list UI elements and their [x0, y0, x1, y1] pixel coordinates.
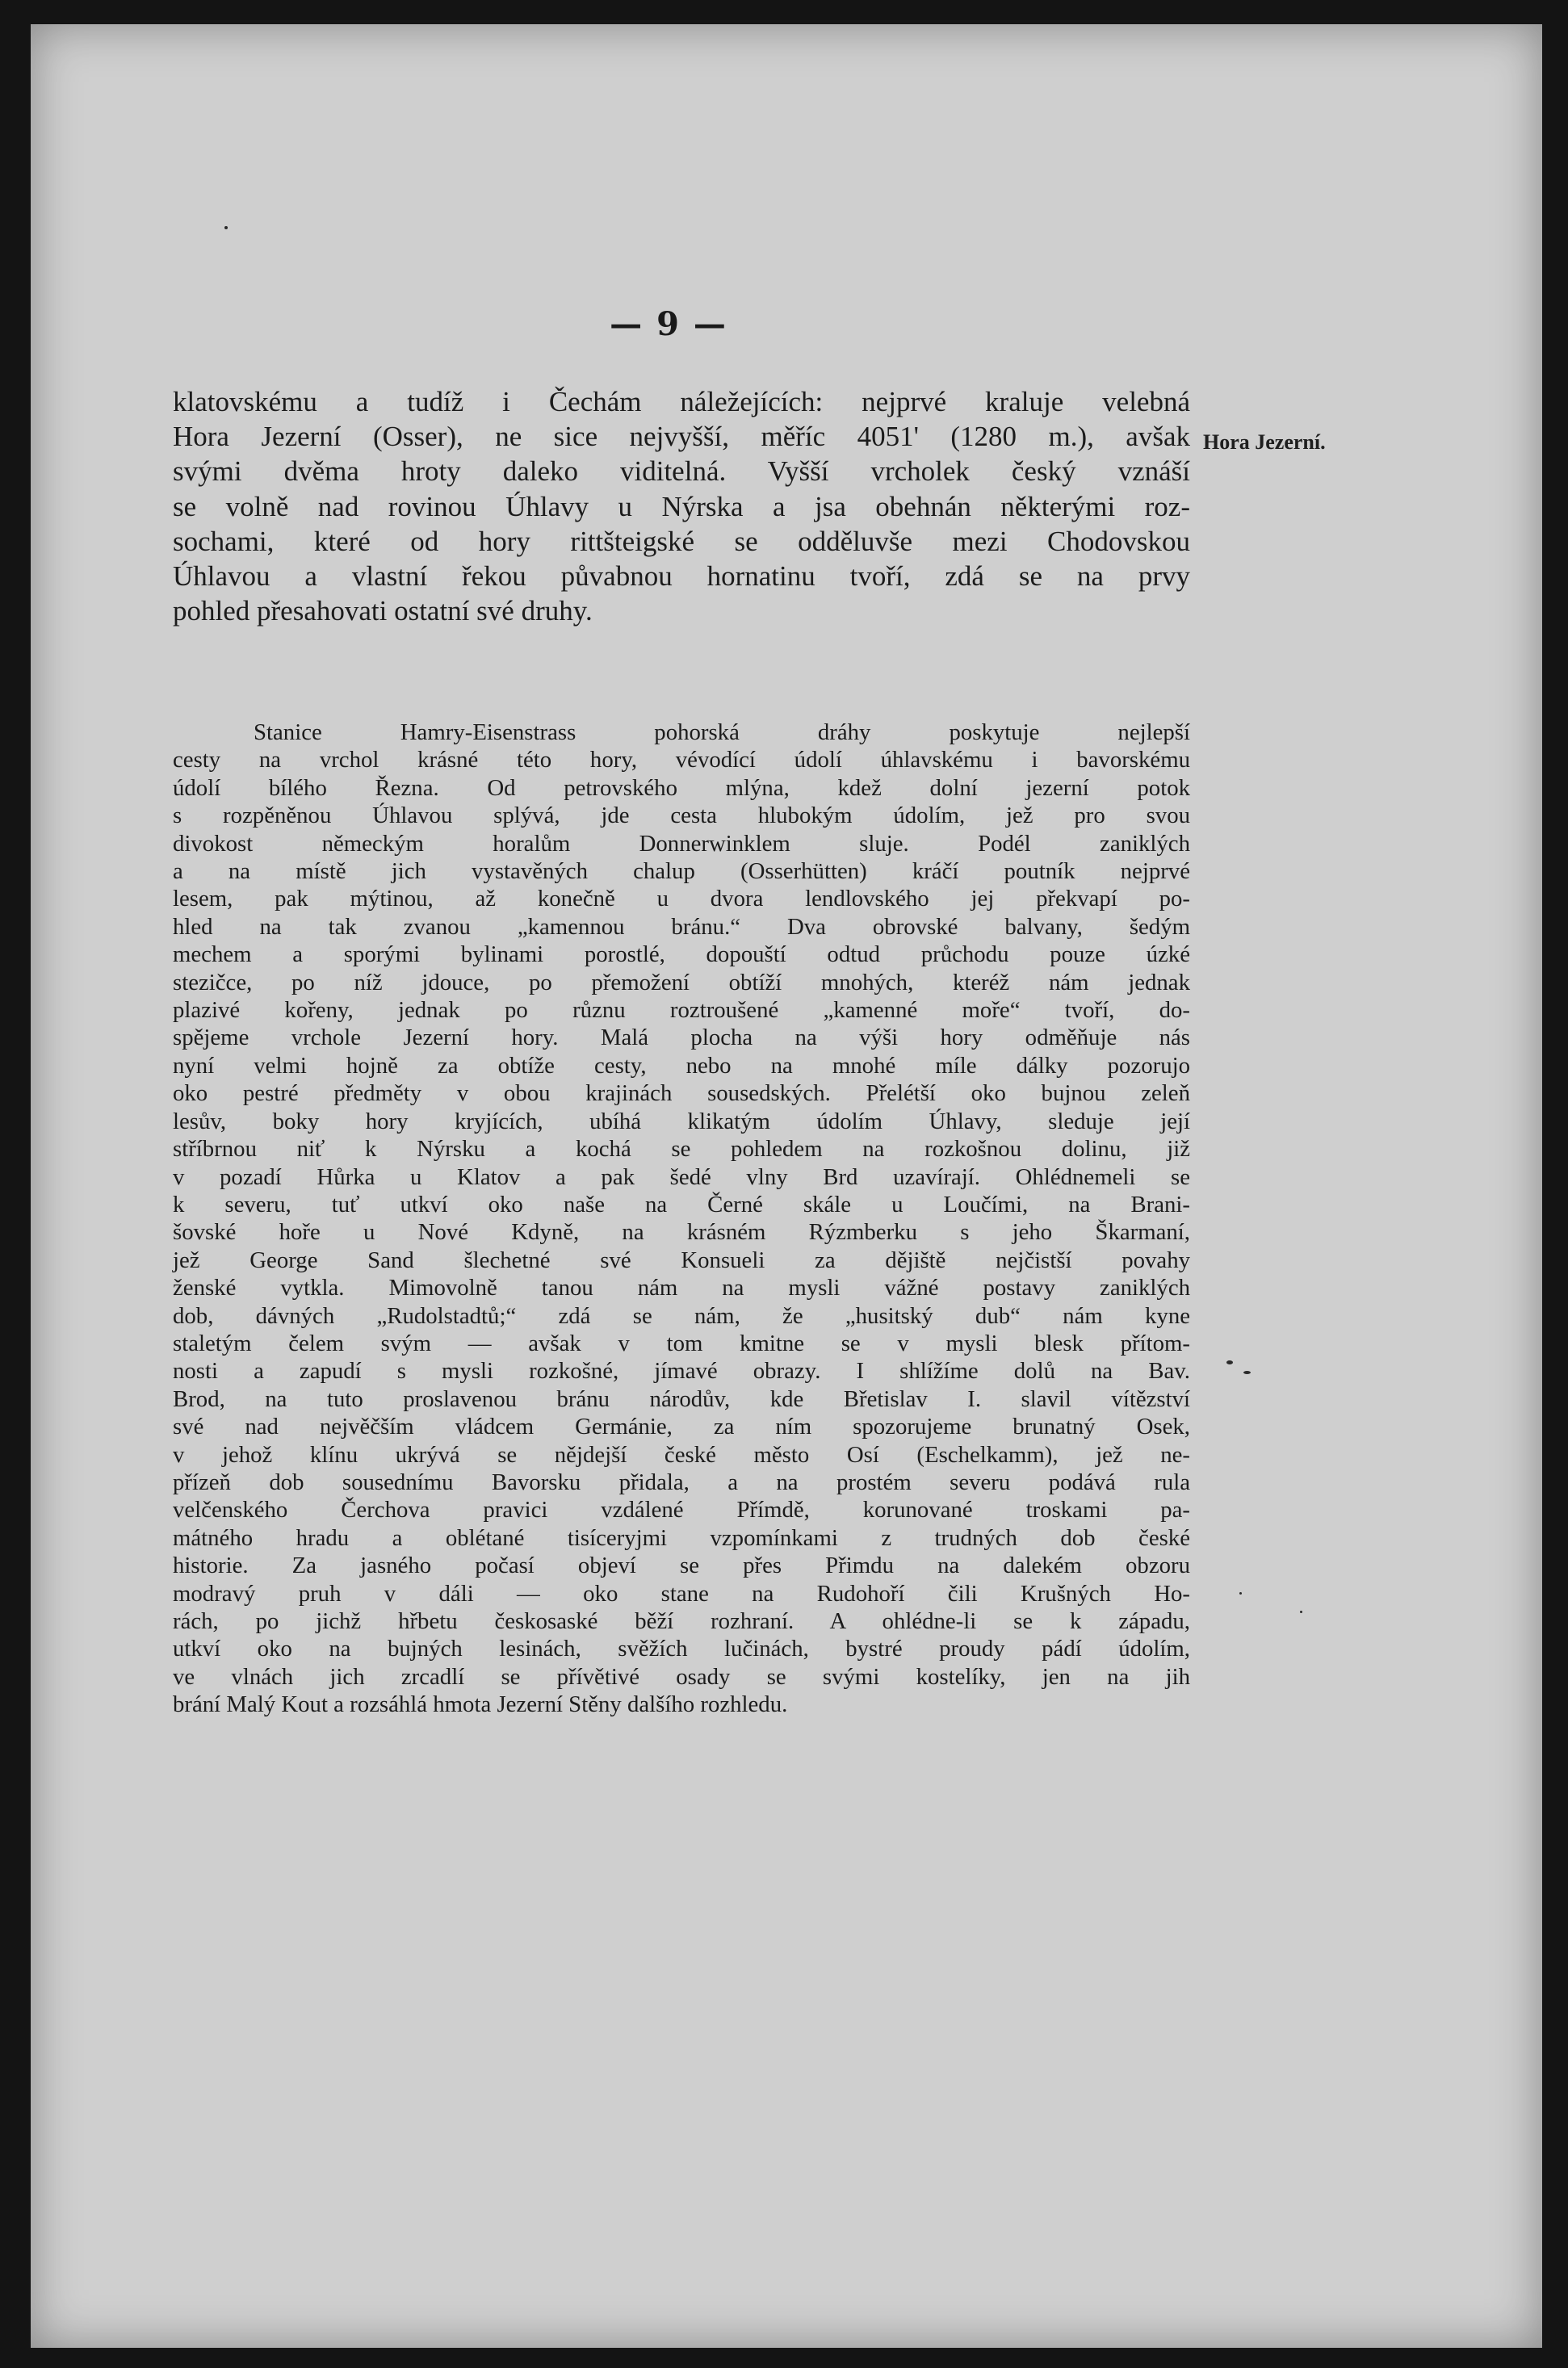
text-line: Stanice Hamry-Eisenstrass pohorská dráhy poskytuje nejlepší [254, 719, 1190, 745]
text-line: hled na tak zvanou „kamennou bránu.“ Dva obrovské balvany, šedým [173, 913, 1190, 940]
text-line: Úhlavou a vlastní řekou půvabnou hornatinu tvoří, zdá se na prvy [173, 560, 1190, 593]
text-line: klatovskému a tudíž i Čechám náležejících: nejprvé kraluje velebná [173, 386, 1190, 417]
text-line: spějeme vrchole Jezerní hory. Malá plocha na výši hory odměňuje nás [173, 1025, 1190, 1051]
text-line: stříbrnou niť k Nýrsku a kochá se pohledem na rozkošnou dolinu, již [173, 1136, 1190, 1163]
text-line: mátného hradu a oblétané tisíceryjmi vzpomínkami z trudných dob české [173, 1524, 1190, 1551]
text-line: historie. Za jasného počasí objeví se přes Přimdu na dalekém obzoru [173, 1553, 1190, 1579]
text-line: Hora Jezerní (Osser), ne sice nejvyšší, měříc 4051' (1280 m.), avšak [173, 421, 1190, 453]
text-line: ve vlnách jich zrcadlí se přívětivé osady se svými kostelíky, jen na jih [173, 1663, 1190, 1690]
text-line: přízeň dob sousednímu Bavorsku přidala, a na prostém severu podává rula [173, 1469, 1190, 1495]
text-line: plazivé kořeny, jednak po různu roztroušené „kamenné moře“ tvoří, do- [173, 997, 1190, 1024]
paragraph-2 [173, 719, 1190, 1719]
text-line: se volně nad rovinou Úhlavy u Nýrska a jsa obehnán některými roz- [173, 490, 1190, 522]
text-line: brání Malý Kout a rozsáhlá hmota Jezerní Stěny dalšího rozhledu. [173, 1691, 788, 1718]
scan-speck [1300, 1611, 1302, 1613]
text-line: divokost německým horalům Donnerwinklem sluje. Podél zaniklých [173, 830, 1190, 857]
scan-speck [1243, 1371, 1251, 1374]
text-line: lesův, boky hory kryjících, ubíhá klikatým údolím Úhlavy, sleduje její [173, 1108, 1190, 1134]
margin-note: Hora Jezerní. [1203, 430, 1326, 454]
text-line: oko pestré předměty v obou krajinách sousedských. Přelétší oko bujnou zeleň [173, 1080, 1190, 1107]
text-line: v jehož klínu ukrývá se nějdejší české město Osí (Eschelkamm), jež ne- [173, 1441, 1190, 1468]
text-line: svými dvěma hroty daleko viditelná. Vyšší vrcholek český vznáší [173, 455, 1190, 488]
text-line: sochami, které od hory rittšteigské se odděluvše mezi Chodovskou [173, 525, 1190, 557]
scanned-page [31, 24, 1542, 2348]
text-line: lesem, pak mýtinou, až konečně u dvora lendlovského jej překvapí po- [173, 886, 1190, 912]
text-line: dob, dávných „Rudolstadtů;“ zdá se nám, že „husitský dub“ nám kyne [173, 1302, 1190, 1329]
scan-speck [224, 226, 228, 229]
text-line: své nad nejvěčším vládcem Germánie, za ním spozorujeme brunatný Osek, [173, 1414, 1190, 1440]
text-line: utkví oko na bujných lesinách, svěžích lučinách, bystré proudy pádí údolím, [173, 1636, 1190, 1662]
text-line: nosti a zapudí s mysli rozkošné, jímavé obrazy. I shlížíme dolů na Bav. [173, 1358, 1190, 1385]
page-number: — 9 — [610, 305, 727, 343]
text-line: v pozadí Hůrka u Klatov a pak šedé vlny Brd uzavírají. Ohlédnemeli se [173, 1163, 1190, 1190]
text-line: staletým čelem svým — avšak v tom kmitne se v mysli blesk přítom- [173, 1330, 1190, 1356]
paragraph-1 [173, 384, 1190, 628]
text-line: šovské hoře u Nové Kdyně, na krásném Rýzmberku s jeho Škarmaní, [173, 1219, 1190, 1246]
scan-speck [1239, 1592, 1242, 1595]
text-line: a na místě jich vystavěných chalup (Osserhütten) kráčí poutník nejprvé [173, 858, 1190, 885]
text-line: s rozpěněnou Úhlavou splývá, jde cesta hlubokým údolím, jež pro svou [173, 803, 1190, 829]
text-line: pohled přesahovati ostatní své druhy. [173, 595, 593, 627]
text-line: mechem a sporými bylinami porostlé, dopouští odtud průchodu pouze úzké [173, 941, 1190, 968]
text-line: stezičce, po níž jdouce, po přemožení obtíží mnohých, kteréž nám jednak [173, 969, 1190, 995]
text-line: rách, po jichž hřbetu českosaské běží rozhraní. A ohlédne-li se k západu, [173, 1608, 1190, 1634]
text-line: modravý pruh v dáli — oko stane na Rudohoří čili Krušných Ho- [173, 1580, 1190, 1607]
text-line: ženské vytkla. Mimovolně tanou nám na mysli vážné postavy zaniklých [173, 1275, 1190, 1301]
text-line: nyní velmi hojně za obtíže cesty, nebo na mnohé míle dálky pozorujo [173, 1052, 1190, 1079]
text-line: k severu, tuť utkví oko naše na Černé skále u Loučími, na Brani- [173, 1191, 1190, 1218]
scan-speck [1226, 1360, 1233, 1364]
text-line: Brod, na tuto proslavenou bránu národův, kde Břetislav I. slavil vítězství [173, 1385, 1190, 1412]
text-line: jež George Sand šlechetné své Konsueli za dějiště nejčistší povahy [173, 1247, 1190, 1273]
text-line: údolí bílého Řezna. Od petrovského mlýna, kdež dolní jezerní potok [173, 774, 1190, 801]
text-line: cesty na vrchol krásné této hory, vévodící údolí úhlavskému i bavorskému [173, 747, 1190, 773]
text-line: velčenského Čerchova pravici vzdálené Přímdě, korunované troskami pa- [173, 1497, 1190, 1523]
